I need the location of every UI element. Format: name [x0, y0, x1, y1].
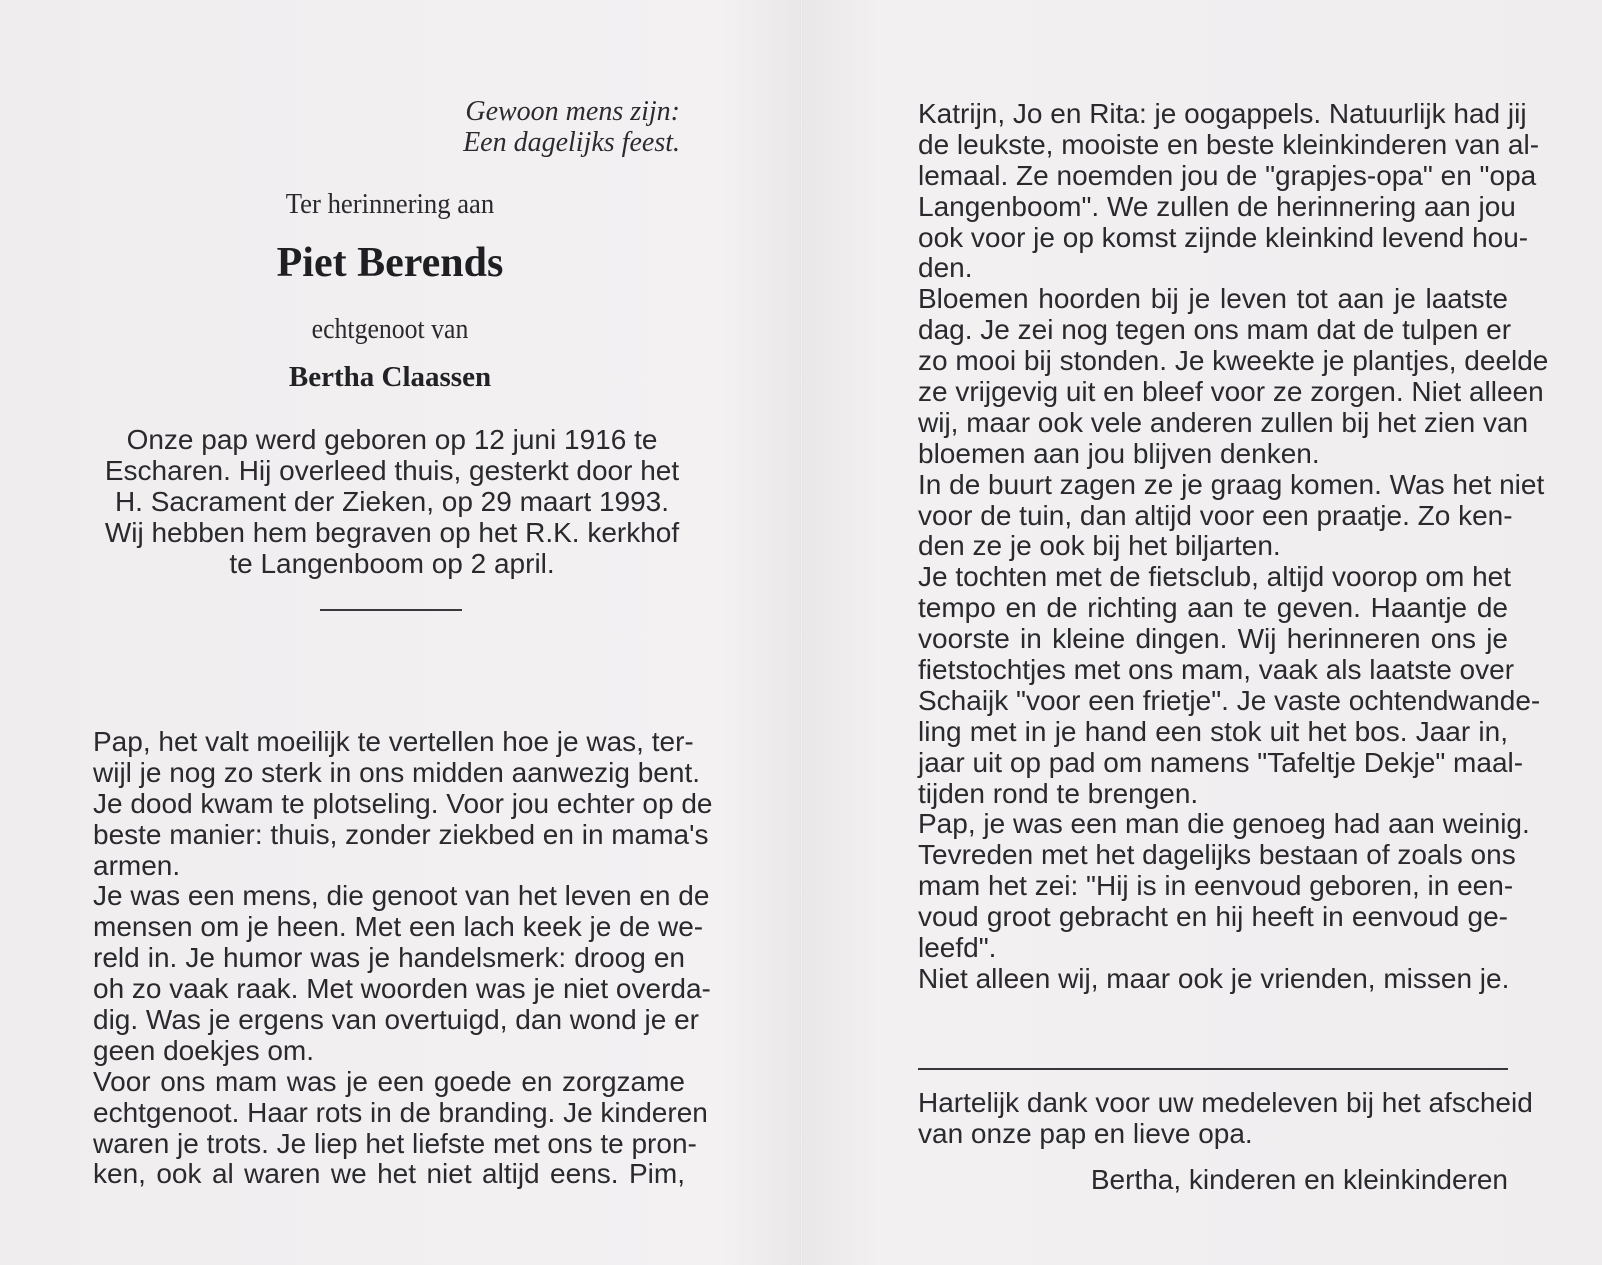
text-line: geen doekjes om. — [93, 1034, 315, 1066]
text-line: Je tochten met de fietsclub, altijd voorop om het — [918, 561, 1511, 593]
text-line: lemaal. Ze noemden jou de "grapjes-opa" en "opa — [918, 159, 1537, 191]
text-line: bloemen aan jou blijven denken. — [918, 437, 1320, 469]
text-line: Voor ons mam was je een goede en zorgzame — [93, 1065, 685, 1097]
text-line: voorste in kleine dingen. Wij herinneren ons je — [918, 623, 1508, 655]
text-line: beste manier: thuis, zonder ziekbed en in mama's — [93, 818, 709, 850]
text-line: den. — [918, 252, 973, 284]
text-line: wijl je nog zo sterk in ons midden aanwezig bent. — [93, 756, 701, 788]
text-line: mensen om je heen. Met een lach keek je de we- — [93, 911, 704, 943]
text-line: voud groot gebracht en hij heeft in eenvoud ge- — [918, 901, 1508, 933]
motto-line: Gewoon mens zijn: — [465, 96, 680, 127]
text-line: tempo en de richting aan te geven. Haantje de — [918, 592, 1508, 624]
text-line: Tevreden met het dagelijks bestaan of zoals ons — [918, 839, 1516, 871]
deceased-name: Piet Berends — [276, 240, 504, 286]
text-line: Schaijk "voor een frietje". Je vaste ochtendwande- — [918, 684, 1541, 716]
text-line: Katrijn, Jo en Rita: je oogappels. Natuurlijk had jij — [918, 98, 1527, 129]
intro-text: Ter herinnering aan — [285, 188, 495, 220]
text-line: oh zo vaak raak. Met woorden was je niet overda- — [93, 973, 711, 1005]
text-line: jaar uit op pad om namens "Tafeltje Dekje" maal- — [918, 746, 1524, 778]
left-page — [0, 0, 800, 1265]
text-line: voor de tuin, dan altijd voor een praatje. Zo ken- — [918, 499, 1513, 531]
bio-line: H. Sacrament der Zieken, op 29 maart 1993. — [114, 486, 670, 517]
text-line: wij, maar ook vele anderen zullen bij het zien van — [918, 406, 1529, 438]
text-line: echtgenoot. Haar rots in de branding. Je kinderen — [93, 1096, 708, 1128]
text-line: Langenboom". We zullen de herinnering aan jou — [918, 190, 1516, 222]
text-line: Je was een mens, die genoot van het leven en de — [93, 880, 710, 912]
text-line: zo mooi bij stonden. Je kweekte je plantjes, deelde — [918, 345, 1549, 377]
right-text-block — [918, 98, 1549, 995]
text-line: dig. Was je ergens van overtuigd, dan wond je er — [93, 1004, 699, 1036]
text-line: ze vrijgevig uit en bleef voor ze zorgen. Niet alleen — [918, 376, 1544, 408]
motto — [380, 96, 680, 158]
text-line: ken, ook al waren we het niet altijd eens. Pim, — [93, 1158, 685, 1190]
text-line: In de buurt zagen ze je graag komen. Was het niet — [918, 468, 1545, 500]
text-line: fietstochtjes met ons mam, vaak als laatste over — [918, 654, 1515, 686]
text-line: ling met in je hand een stok uit het bos. Jaar in, — [918, 715, 1508, 747]
thanks-line: Hartelijk dank voor uw medeleven bij het afscheid — [918, 1087, 1533, 1118]
thanks-note — [918, 1087, 1533, 1149]
text-line: Bloemen hoorden bij je leven tot aan je laatste — [918, 283, 1508, 315]
motto-line: Een dagelijks feest. — [463, 127, 680, 158]
relation-text: echtgenoot van — [311, 314, 469, 345]
left-text-block — [93, 726, 713, 1190]
text-line: dag. Je zei nog tegen ons mam dat de tulpen er — [918, 314, 1512, 346]
thanks-divider — [918, 1068, 1508, 1070]
text-line: reld in. Je humor was je handelsmerk: droog en — [93, 942, 685, 974]
text-line: Pap, je was een man die genoeg had aan weinig. — [918, 808, 1530, 840]
text-line: Niet alleen wij, maar ook je vrienden, missen je. — [918, 962, 1510, 994]
text-line: de leukste, mooiste en beste kleinkinderen van al- — [918, 128, 1540, 160]
text-line: waren je trots. Je liep het liefste met ons te pron- — [93, 1127, 697, 1159]
biography — [92, 424, 692, 579]
bio-line: Wij hebben hem begraven op het R.K. kerkhof — [104, 517, 680, 548]
spouse-name: Bertha Claassen — [288, 361, 492, 393]
bio-line: Escharen. Hij overleed thuis, gesterkt door het — [104, 455, 680, 486]
text-line: mam het zei: "Hij is in eenvoud geboren, in een- — [918, 870, 1514, 902]
thanks-line: van onze pap en lieve opa. — [918, 1118, 1253, 1149]
text-line: Je dood kwam te plotseling. Voor jou echter op de — [93, 787, 713, 819]
short-divider — [320, 609, 462, 611]
text-line: Pap, het valt moeilijk te vertellen hoe je was, ter- — [93, 726, 694, 757]
bio-line: te Langenboom op 2 april. — [229, 548, 555, 579]
text-line: tijden rond te brengen. — [918, 777, 1199, 809]
text-line: armen. — [93, 849, 181, 881]
bio-line: Onze pap werd geboren op 12 juni 1916 te — [126, 424, 658, 455]
text-line: leefd". — [918, 932, 997, 964]
text-line: ook voor je op komst zijnde kleinkind levend hou- — [918, 221, 1529, 253]
text-line: den ze je ook bij het biljarten. — [918, 530, 1281, 562]
family-signature: Bertha, kinderen en kleinkinderen — [1090, 1164, 1508, 1195]
